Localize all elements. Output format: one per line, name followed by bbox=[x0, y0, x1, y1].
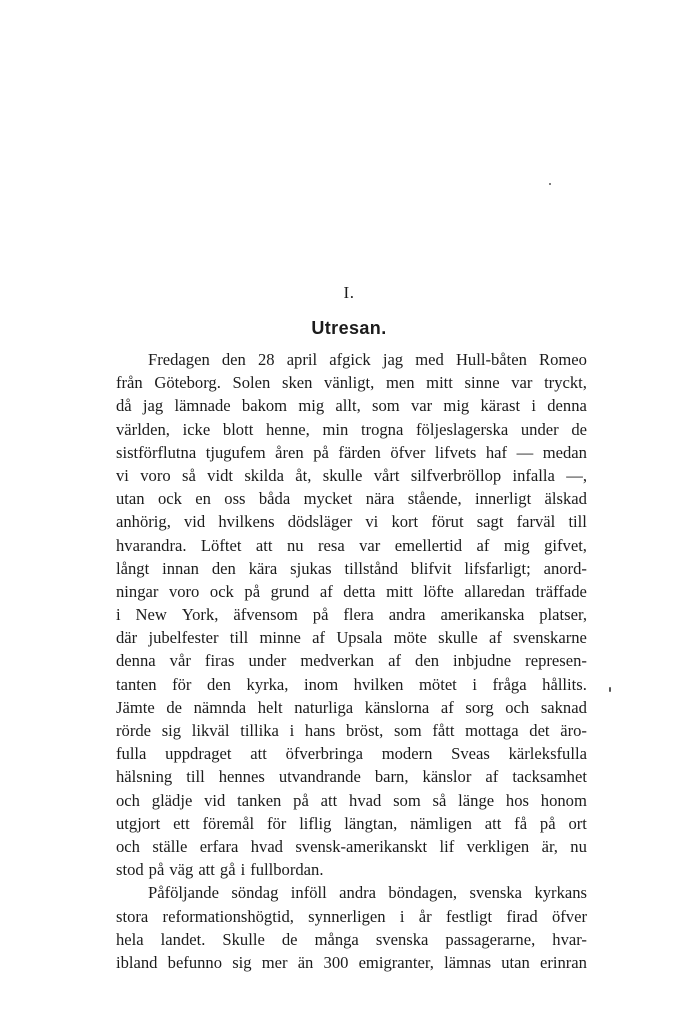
word: känslorna bbox=[364, 697, 430, 717]
word: hvad bbox=[250, 836, 283, 856]
word: af bbox=[440, 697, 454, 717]
word: allt, bbox=[335, 396, 361, 416]
word: Hull-båten bbox=[455, 350, 527, 369]
word: till bbox=[186, 767, 205, 787]
word: nu bbox=[286, 535, 304, 555]
word: gifvet, bbox=[544, 535, 587, 555]
word: ock bbox=[157, 489, 182, 509]
text-line bbox=[116, 881, 587, 904]
word: vänligt, bbox=[324, 373, 375, 393]
word: fråga bbox=[492, 674, 527, 694]
word: äro- bbox=[560, 721, 587, 740]
word: tryckt, bbox=[544, 373, 587, 393]
word: under bbox=[520, 419, 559, 439]
word: åt, bbox=[295, 465, 312, 485]
word: jag bbox=[142, 396, 164, 416]
word: år bbox=[418, 906, 432, 926]
text-line bbox=[116, 441, 587, 464]
word: erfara bbox=[199, 836, 239, 856]
word: på bbox=[293, 790, 309, 810]
word: kort bbox=[391, 512, 419, 532]
word: en bbox=[195, 489, 211, 509]
word: emellertid bbox=[394, 535, 463, 555]
word: länge bbox=[458, 790, 495, 810]
word: i bbox=[116, 605, 121, 625]
word: kyrkans bbox=[534, 883, 587, 903]
word: mig bbox=[443, 396, 470, 416]
word: att bbox=[250, 744, 267, 764]
word: tillstånd bbox=[344, 558, 398, 578]
word: kära bbox=[248, 558, 278, 578]
word: 300 bbox=[323, 952, 349, 972]
word: glädje bbox=[151, 790, 193, 810]
word: York, bbox=[181, 605, 219, 625]
text-line bbox=[116, 418, 587, 441]
text-line bbox=[116, 510, 587, 533]
word: sig bbox=[161, 721, 182, 740]
word: mottaga bbox=[465, 721, 519, 740]
word: passagerarne, bbox=[445, 929, 536, 949]
word: hälsning bbox=[116, 767, 173, 787]
word: äfvensom bbox=[233, 605, 298, 625]
word: den bbox=[415, 651, 439, 671]
chapter-number: I. bbox=[343, 283, 355, 302]
word: så bbox=[182, 465, 196, 485]
word: blott bbox=[222, 419, 254, 439]
word: på bbox=[539, 813, 556, 833]
word: farväl bbox=[516, 512, 556, 532]
word: åren bbox=[275, 442, 304, 462]
word: emigranter, bbox=[358, 952, 434, 972]
word: verkligen bbox=[466, 836, 530, 856]
text-line bbox=[116, 905, 587, 928]
word: var bbox=[511, 373, 533, 393]
word: inbjudne bbox=[453, 651, 512, 671]
word: gå bbox=[219, 860, 236, 880]
word: resa bbox=[317, 535, 345, 555]
word: utan bbox=[116, 489, 145, 509]
word: nämligen bbox=[410, 813, 472, 833]
word: och bbox=[505, 697, 530, 717]
word: mig bbox=[298, 396, 325, 416]
word: och bbox=[116, 790, 140, 810]
word: träffade bbox=[535, 581, 587, 601]
chapter-title: Utresan. bbox=[311, 318, 387, 338]
word: inföll bbox=[290, 883, 327, 903]
word: på bbox=[312, 605, 329, 625]
text-line bbox=[116, 858, 587, 881]
word: anord- bbox=[543, 558, 587, 578]
word: i bbox=[399, 906, 405, 926]
word: firas bbox=[204, 651, 235, 671]
word: i bbox=[531, 396, 536, 416]
word: tacksamhet bbox=[512, 767, 587, 787]
word: på bbox=[313, 442, 329, 462]
word: för bbox=[172, 674, 192, 694]
word: var bbox=[410, 396, 433, 416]
word: föremål bbox=[202, 813, 255, 833]
word: mitt bbox=[386, 581, 413, 601]
word: honom bbox=[540, 790, 587, 810]
text-line bbox=[116, 626, 587, 649]
word: voro bbox=[140, 465, 171, 485]
word: hos bbox=[505, 790, 529, 810]
word: följeslagerska bbox=[416, 419, 509, 439]
word: lif bbox=[439, 836, 455, 856]
word: — bbox=[516, 442, 534, 462]
word: längtan, bbox=[344, 813, 398, 833]
word: icke bbox=[182, 419, 211, 439]
text-line bbox=[116, 649, 587, 672]
word: många bbox=[314, 929, 359, 949]
word: den bbox=[207, 674, 231, 694]
word: öfver bbox=[390, 442, 426, 462]
word: april bbox=[286, 350, 318, 369]
word: bakom bbox=[241, 396, 288, 416]
word: att bbox=[320, 790, 338, 810]
word: jag bbox=[382, 350, 404, 369]
word: min bbox=[322, 419, 349, 439]
text-line bbox=[116, 487, 587, 510]
word: tillika bbox=[240, 721, 279, 740]
word: från bbox=[116, 373, 143, 393]
word: de bbox=[281, 929, 298, 949]
word: befunno bbox=[167, 952, 223, 972]
word: i bbox=[289, 721, 295, 740]
word: men bbox=[385, 373, 415, 393]
word: represen- bbox=[525, 651, 587, 671]
word: Påföljande bbox=[148, 883, 219, 903]
word: saknad bbox=[540, 697, 587, 717]
word: färden bbox=[338, 442, 381, 462]
text-line bbox=[116, 835, 587, 858]
word: platser, bbox=[539, 605, 587, 625]
word: ibland bbox=[116, 952, 158, 972]
word: som bbox=[372, 396, 400, 416]
word: nu bbox=[570, 836, 587, 856]
word: på bbox=[148, 860, 165, 880]
word: sinne bbox=[464, 373, 500, 393]
word: inom bbox=[304, 674, 339, 694]
word: skulle bbox=[438, 628, 478, 648]
word: reformationshögtid, bbox=[162, 906, 294, 926]
chapter-body bbox=[116, 348, 587, 974]
word: vidt bbox=[207, 465, 233, 485]
word: söndag bbox=[231, 883, 279, 903]
word: öfverbringa bbox=[285, 744, 363, 764]
text-line bbox=[116, 742, 587, 765]
word: båda bbox=[258, 489, 291, 509]
text-line bbox=[116, 765, 587, 788]
word: landet. bbox=[160, 929, 206, 949]
word: än bbox=[297, 952, 314, 972]
word: innerligt bbox=[474, 489, 532, 509]
word: liflig bbox=[299, 813, 332, 833]
word: så bbox=[432, 790, 447, 810]
word: väg bbox=[169, 860, 194, 880]
word: kärast bbox=[480, 396, 521, 416]
word: medan bbox=[542, 442, 587, 462]
word: att bbox=[198, 860, 215, 880]
word: af bbox=[312, 628, 326, 648]
text-line bbox=[116, 464, 587, 487]
word: af bbox=[489, 628, 502, 648]
word: de bbox=[166, 697, 182, 717]
word: böndagen, bbox=[388, 883, 458, 903]
word: Skulle bbox=[222, 929, 265, 949]
word: det bbox=[529, 721, 550, 740]
word: firad bbox=[506, 906, 538, 926]
word: innan bbox=[162, 558, 199, 578]
word: dödsläger bbox=[287, 512, 353, 532]
word: af bbox=[476, 535, 490, 555]
word: där bbox=[116, 628, 138, 648]
word: denna bbox=[116, 651, 156, 671]
word: hela bbox=[116, 929, 144, 949]
word: hvilkens bbox=[218, 512, 275, 532]
word: var bbox=[359, 535, 381, 555]
word: i bbox=[472, 674, 477, 694]
word: öfver bbox=[551, 906, 587, 926]
word: utgjort bbox=[116, 813, 161, 833]
word: helt bbox=[257, 697, 283, 717]
word: hennes bbox=[218, 767, 265, 787]
word: hvad bbox=[349, 790, 382, 810]
text-line bbox=[116, 371, 587, 394]
text-line bbox=[116, 951, 587, 974]
word: Upsala bbox=[336, 628, 383, 648]
text-line bbox=[116, 928, 587, 951]
word: hans bbox=[304, 721, 336, 740]
word: till bbox=[568, 512, 587, 532]
word: den bbox=[211, 558, 236, 578]
word: tanten bbox=[116, 674, 157, 694]
word: på bbox=[244, 581, 261, 601]
word: ort bbox=[568, 813, 587, 833]
word: hållits. bbox=[542, 674, 587, 694]
word: jubelfester bbox=[148, 628, 219, 648]
word: stående, bbox=[407, 489, 462, 509]
print-speck bbox=[549, 183, 551, 185]
word: nära bbox=[365, 489, 395, 509]
word: tanken bbox=[237, 790, 282, 810]
word: nämnda bbox=[193, 697, 247, 717]
word: att bbox=[255, 535, 273, 555]
word: känslor bbox=[422, 767, 472, 787]
word: svenskarne bbox=[513, 628, 587, 648]
word: Romeo bbox=[539, 350, 587, 369]
word: tjugufem bbox=[205, 442, 266, 462]
text-line bbox=[116, 812, 587, 835]
word: sagt bbox=[476, 512, 504, 532]
word: amerikanska bbox=[440, 605, 525, 625]
word: andra bbox=[388, 605, 426, 625]
text-line bbox=[116, 673, 587, 696]
text-line bbox=[116, 789, 587, 812]
word: infalla bbox=[512, 465, 555, 485]
word: erinran bbox=[539, 952, 587, 972]
word: naturliga bbox=[294, 697, 354, 717]
text-line bbox=[116, 603, 587, 626]
word: mycket bbox=[303, 489, 353, 509]
word: löfte bbox=[423, 581, 454, 601]
word: svenska bbox=[375, 929, 429, 949]
word: utvandrande bbox=[278, 767, 361, 787]
word: fulla bbox=[116, 744, 147, 764]
word: af bbox=[319, 581, 333, 601]
word: ock bbox=[209, 581, 234, 601]
word: voro bbox=[168, 581, 200, 601]
word: grund bbox=[270, 581, 310, 601]
text-line bbox=[116, 557, 587, 580]
word: haf bbox=[485, 442, 508, 462]
word: barn, bbox=[374, 767, 409, 787]
word: af bbox=[485, 767, 499, 787]
word: allaredan bbox=[464, 581, 526, 601]
word: ett bbox=[173, 813, 190, 833]
print-speck bbox=[609, 687, 611, 692]
word: blifvit bbox=[410, 558, 452, 578]
word: mitt bbox=[426, 373, 453, 393]
word: fått bbox=[432, 721, 455, 740]
text-line bbox=[116, 696, 587, 719]
word: mer bbox=[261, 952, 288, 972]
word: silfverbröllop bbox=[410, 465, 502, 485]
word: då bbox=[116, 396, 132, 416]
word: skulle bbox=[322, 465, 363, 485]
word: afgick bbox=[329, 350, 371, 369]
word: långt bbox=[116, 558, 150, 578]
word: anhörig, bbox=[116, 512, 171, 532]
word: New bbox=[135, 605, 167, 625]
word: mig bbox=[503, 535, 530, 555]
word: vi bbox=[116, 465, 129, 485]
word: oss bbox=[224, 489, 246, 509]
word: vid bbox=[204, 790, 226, 810]
word: likväl bbox=[191, 721, 230, 740]
word: som bbox=[394, 721, 422, 740]
word: minne bbox=[259, 628, 301, 648]
word: bröst, bbox=[345, 721, 384, 740]
word: älskad bbox=[544, 489, 587, 509]
word: rörde bbox=[116, 721, 152, 740]
text-line bbox=[116, 394, 587, 417]
word: ningar bbox=[116, 581, 159, 601]
word: festligt bbox=[445, 906, 493, 926]
word: andra bbox=[339, 883, 377, 903]
word: henne, bbox=[266, 419, 310, 439]
word: Löftet bbox=[200, 535, 242, 555]
word: flera bbox=[343, 605, 374, 625]
word: Göteborg. bbox=[154, 373, 221, 393]
word: vid bbox=[183, 512, 206, 532]
word: under bbox=[248, 651, 287, 671]
word: möte bbox=[393, 628, 427, 648]
word: och bbox=[116, 836, 140, 856]
word: uppdraget bbox=[165, 744, 232, 764]
word: denna bbox=[547, 396, 587, 416]
word: hvilken bbox=[353, 674, 404, 694]
word: Solen bbox=[232, 373, 271, 393]
word: medverkan bbox=[300, 651, 375, 671]
word: lämnas bbox=[444, 952, 492, 972]
word: vi bbox=[365, 512, 379, 532]
word: detta bbox=[343, 581, 376, 601]
word: den bbox=[221, 350, 246, 369]
word: trogna bbox=[360, 419, 404, 439]
word: att bbox=[484, 813, 502, 833]
word: af bbox=[388, 651, 401, 671]
word: synnerligen bbox=[308, 906, 386, 926]
word: lifvets bbox=[434, 442, 477, 462]
word: Jämte bbox=[116, 697, 155, 717]
word: mötet bbox=[419, 674, 457, 694]
word: sjukas bbox=[290, 558, 332, 578]
word: kärleksfulla bbox=[508, 744, 587, 764]
word: —, bbox=[566, 465, 587, 485]
word: sken bbox=[281, 373, 313, 393]
word: ställe bbox=[152, 836, 188, 856]
word: i bbox=[240, 860, 246, 880]
word: sistförflutna bbox=[116, 442, 197, 462]
word: modern bbox=[381, 744, 433, 764]
word: lämnade bbox=[174, 396, 231, 416]
word: kyrka, bbox=[246, 674, 289, 694]
word: stod bbox=[116, 860, 144, 880]
word: 28 bbox=[257, 350, 275, 369]
word: få bbox=[514, 813, 528, 833]
word: utan bbox=[501, 952, 530, 972]
word: skilda bbox=[244, 465, 284, 485]
word: svensk-amerikanskt bbox=[295, 836, 428, 856]
word: till bbox=[229, 628, 249, 648]
word: svenska bbox=[469, 883, 523, 903]
word: lifsfarligt; bbox=[464, 558, 531, 578]
word: världen, bbox=[116, 419, 170, 439]
word: Fredagen bbox=[148, 350, 210, 369]
word: vårt bbox=[373, 465, 400, 485]
word: förut bbox=[431, 512, 464, 532]
word: stora bbox=[116, 906, 149, 926]
text-line bbox=[116, 348, 587, 371]
word: med bbox=[415, 350, 444, 369]
word: hvar- bbox=[552, 929, 587, 949]
word: för bbox=[266, 813, 287, 833]
word: de bbox=[571, 419, 587, 439]
word: fullbordan. bbox=[250, 860, 324, 880]
text-line bbox=[116, 534, 587, 557]
word: Sveas bbox=[451, 744, 490, 764]
word: sorg bbox=[465, 697, 494, 717]
word: hvarandra. bbox=[116, 535, 187, 555]
word: som bbox=[393, 790, 421, 810]
text-line bbox=[116, 719, 587, 742]
word: sig bbox=[232, 952, 252, 972]
word: är, bbox=[541, 836, 558, 856]
word: vår bbox=[169, 651, 191, 671]
text-line bbox=[116, 580, 587, 603]
